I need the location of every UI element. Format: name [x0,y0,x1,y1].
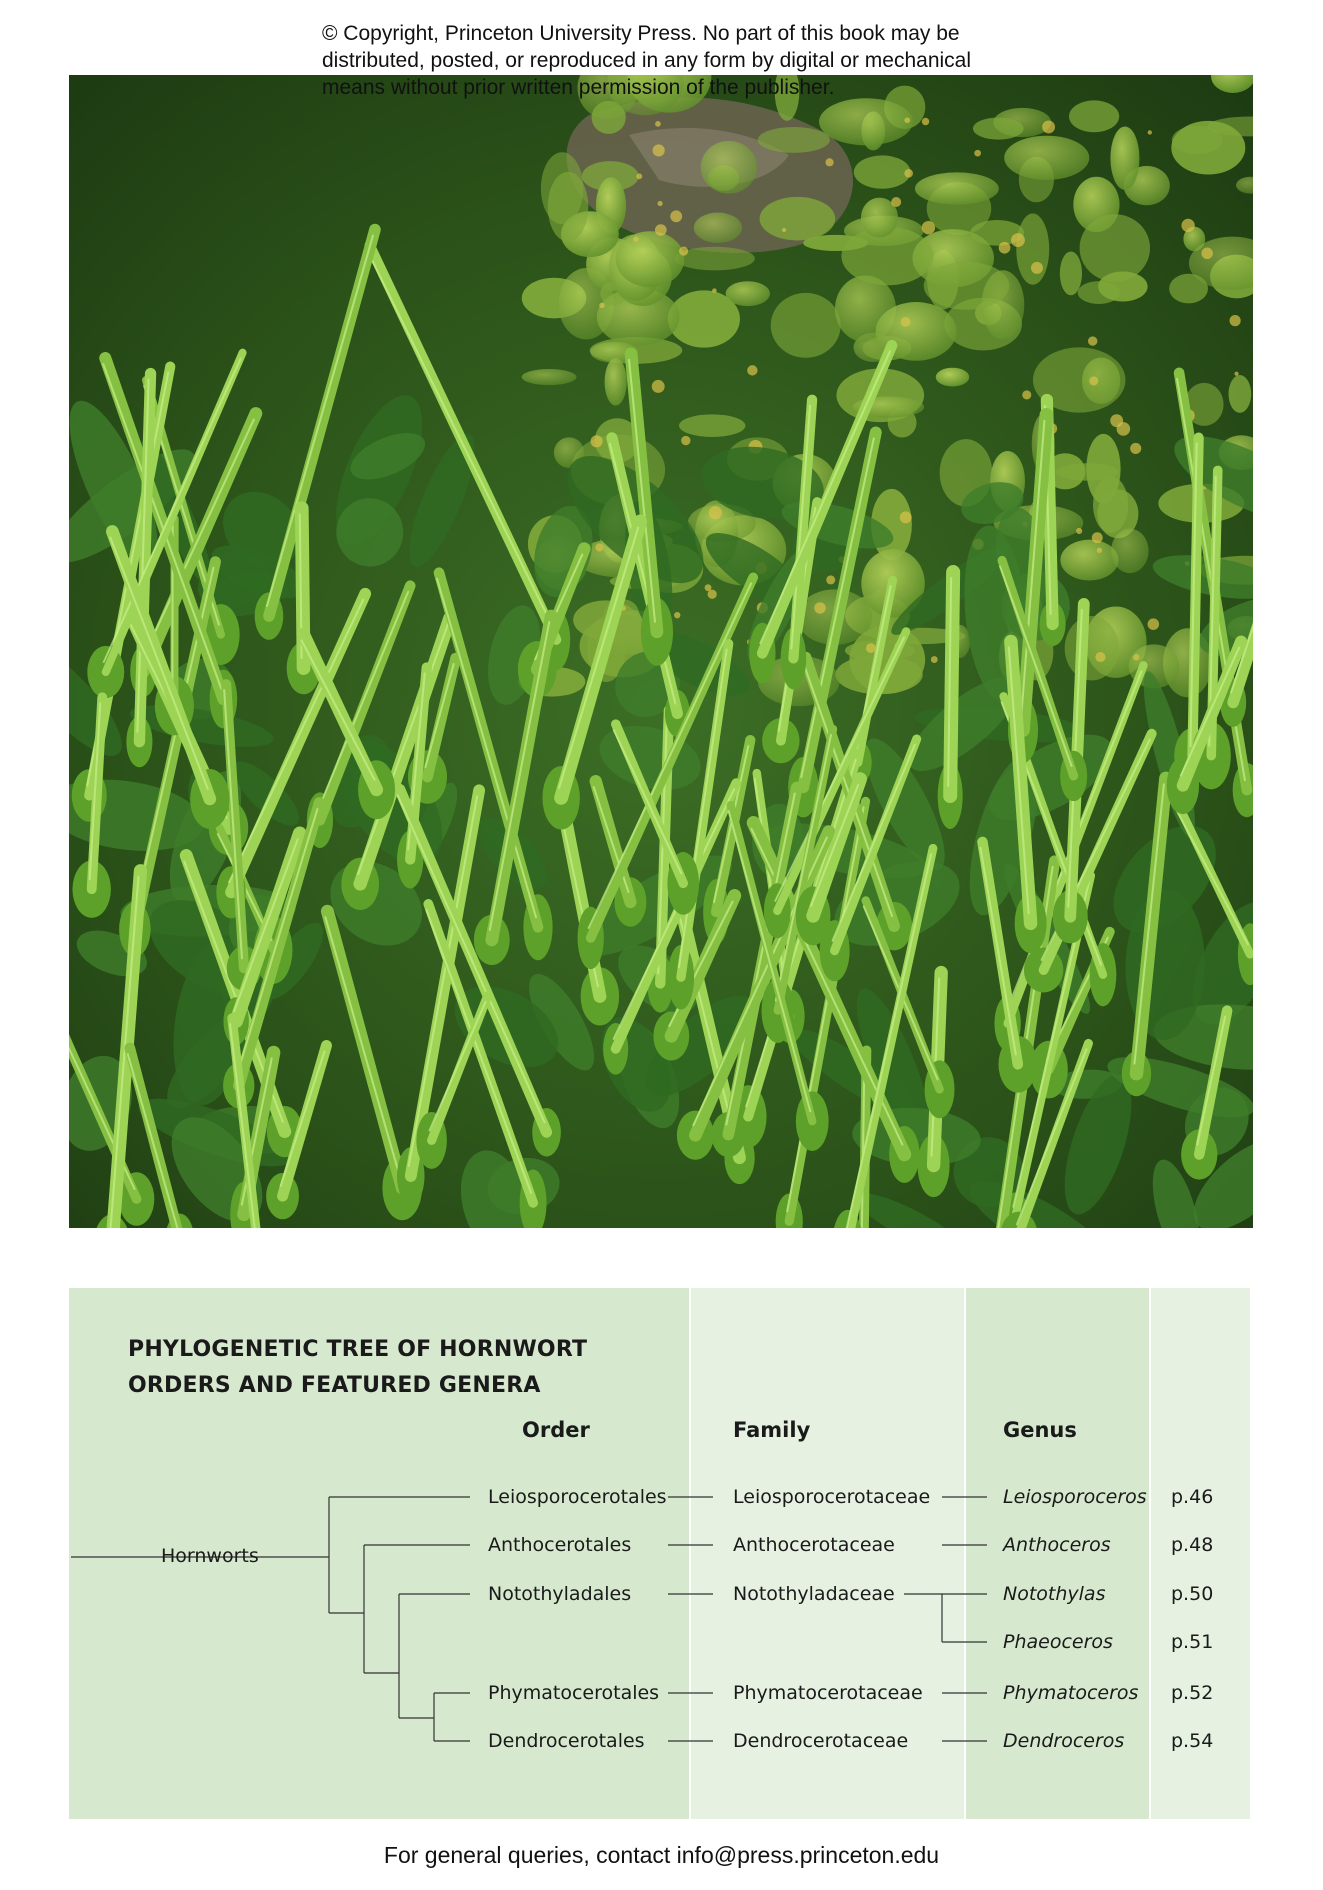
genus-cell: Phymatoceros [1003,1682,1139,1704]
page-ref: p.54 [1171,1730,1214,1752]
family-cell: Leiosporocerotaceae [733,1486,931,1508]
order-header: Order [522,1418,590,1442]
order-cell: Dendrocerotales [488,1730,645,1752]
page-ref: p.52 [1171,1682,1214,1704]
page-ref: p.50 [1171,1583,1214,1605]
genus-cell: Anthoceros [1003,1534,1111,1556]
phylogenetic-table [69,1288,1250,1819]
footer-contact: For general queries, contact info@press.princeton.edu [383,1842,940,1868]
hornwort-photo [69,75,1253,1228]
copyright-line-1: © Copyright, Princeton University Press. No part of this book may be [322,22,960,45]
copyright-notice [322,20,1082,101]
genus-cell: Notothylas [1003,1583,1106,1605]
order-cell: Phymatocerotales [488,1682,660,1704]
genus-cell: Phaeoceros [1003,1631,1113,1653]
page-ref: p.48 [1171,1534,1214,1556]
copyright-line-2: distributed, posted, or reproduced in any form by digital or mechanical [322,49,972,72]
genus-cell: Dendroceros [1003,1730,1125,1752]
family-header: Family [733,1418,811,1442]
copyright-line-3: means without prior written permission of the publisher. [322,76,835,99]
family-cell: Dendrocerotaceae [733,1730,909,1752]
table-title-line-2: ORDERS AND FEATURED GENERA [128,1373,541,1398]
genus-header: Genus [1003,1418,1077,1442]
family-cell: Phymatocerotaceae [733,1682,923,1704]
family-cell: Notothyladaceae [733,1583,895,1605]
order-cell: Notothyladales [488,1583,632,1605]
page-ref: p.46 [1171,1486,1214,1508]
page-ref: p.51 [1171,1631,1214,1653]
hornwort-photo-art [69,75,1253,1228]
order-cell: Leiosporocerotales [488,1486,667,1508]
family-cell: Anthocerotaceae [733,1534,895,1556]
root-label: Hornworts [161,1545,259,1567]
order-cell: Anthocerotales [488,1534,632,1556]
table-title-line-1: PHYLOGENETIC TREE OF HORNWORT [128,1337,588,1362]
genus-cell: Leiosporoceros [1003,1486,1147,1508]
